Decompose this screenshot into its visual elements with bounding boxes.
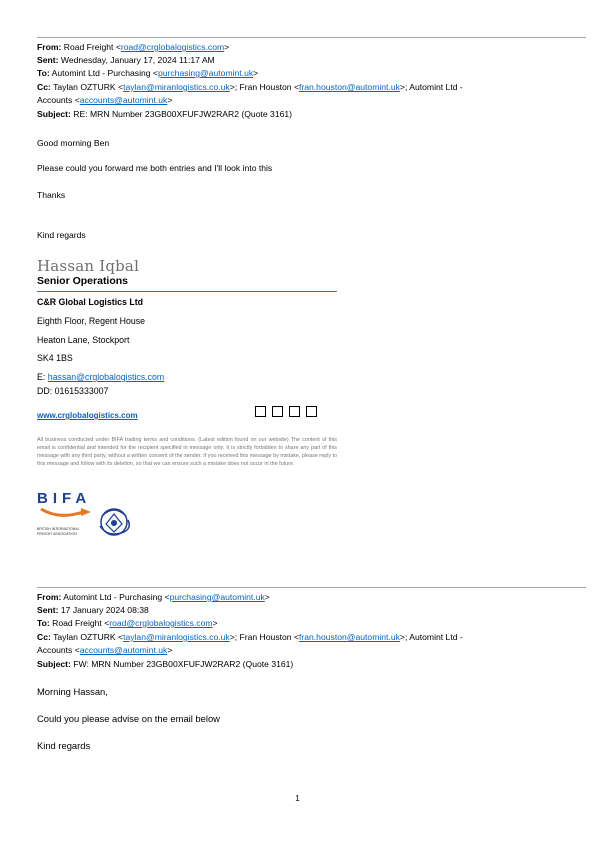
cc-email-link[interactable]: accounts@automint.uk	[79, 95, 168, 105]
email2-subject-line	[37, 659, 293, 670]
email1-subject-line	[37, 109, 292, 120]
sent-label: Sent:	[37, 605, 59, 615]
legal-disclaimer: All business conducted under BIFA trading terms and conditions. (Latest edition found on our website) The content of this email is confidential and intended for the recipient specified in message only. It is strictly forbidden to share any part of this message with any third party, without a written consent of the sender. If you received this message by mistake, please reply to this message and follow with its deletion, so that we can ensure such a mistake does not occur in the future.	[37, 437, 337, 467]
cc-email-link[interactable]: taylan@miranlogistics.co.uk	[123, 632, 230, 642]
signature-address2: Heaton Lane, Stockport	[37, 335, 130, 345]
email2-cc-continuation	[37, 645, 172, 656]
social-icon-placeholder[interactable]	[306, 406, 317, 417]
cc-email-link[interactable]: accounts@automint.uk	[79, 645, 168, 655]
page-number: 1	[295, 794, 300, 803]
email2-from-line	[37, 592, 270, 603]
cc-name: Taylan OZTURK <	[53, 632, 124, 642]
to-email-link[interactable]: road@crglobalogistics.com	[109, 618, 213, 628]
cc-name: >; Automint Ltd -	[399, 632, 463, 642]
email1-to-line	[37, 68, 258, 79]
bifa-swoosh-icon	[39, 506, 97, 520]
sent-value: 17 January 2024 08:38	[60, 605, 149, 615]
cc-label: Cc:	[37, 82, 51, 92]
signature-title: Senior Operations	[37, 275, 129, 287]
cc-email-link[interactable]: taylan@miranlogistics.co.uk	[123, 82, 230, 92]
signature-email-line	[37, 372, 164, 382]
social-icon-placeholder[interactable]	[272, 406, 283, 417]
association-logo-icon	[94, 502, 134, 542]
cc-email-link[interactable]: fran.houston@automint.uk	[298, 82, 400, 92]
bifa-logo	[37, 490, 97, 540]
bifa-subtext-line: FREIGHT ASSOCIATION	[37, 532, 77, 536]
email1-body-line: Please could you forward me both entries and I'll look into this	[37, 163, 273, 173]
email1-from-line	[37, 42, 229, 53]
from-email-link[interactable]: road@crglobalogistics.com	[120, 42, 225, 52]
sent-label: Sent:	[37, 55, 59, 65]
email1-cc-continuation	[37, 95, 172, 106]
email1-sent-line	[37, 55, 215, 66]
bracket: >	[167, 95, 173, 105]
signature-divider	[37, 291, 337, 292]
bifa-subtext	[37, 527, 80, 537]
cc-name: >; Automint Ltd -	[399, 82, 463, 92]
bracket: >	[167, 645, 173, 655]
signature-address1: Eighth Floor, Regent House	[37, 316, 146, 326]
signature-name: Hassan Iqbal	[37, 257, 140, 275]
social-icon-placeholder[interactable]	[289, 406, 300, 417]
signature-dd: DD: 01615333007	[37, 386, 109, 396]
email2-regards: Kind regards	[37, 740, 91, 751]
to-email-link[interactable]: purchasing@automint.uk	[157, 68, 254, 78]
bracket: >	[212, 618, 218, 628]
cc-name: >; Fran Houston <	[229, 82, 299, 92]
to-name: Road Freight <	[52, 618, 110, 628]
email1-greeting: Good morning Ben	[37, 138, 110, 148]
email1-regards: Kind regards	[37, 230, 86, 240]
subject-label: Subject:	[37, 109, 71, 119]
to-name: Automint Ltd - Purchasing <	[51, 68, 158, 78]
email2-body-line: Could you please advise on the email below	[37, 713, 220, 724]
subject-value: FW: MRN Number 23GB00XFUFJW2RAR2 (Quote 3161)	[73, 659, 294, 669]
email2-to-line	[37, 618, 218, 629]
bifa-subtext-line: BRITISH INTERNATIONAL	[37, 527, 80, 531]
from-name: Automint Ltd - Purchasing <	[63, 592, 170, 602]
email-label: E:	[37, 372, 48, 382]
cc-name: >; Fran Houston <	[229, 632, 299, 642]
cc-name: Accounts <	[37, 95, 80, 105]
email1-cc-line	[37, 82, 463, 93]
association-logo	[94, 502, 134, 542]
email2-sent-line	[37, 605, 149, 616]
email1-thanks: Thanks	[37, 190, 66, 200]
subject-value: RE: MRN Number 23GB00XFUFJW2RAR2 (Quote 3161)	[73, 109, 293, 119]
cc-name: Taylan OZTURK <	[53, 82, 124, 92]
bracket: >	[253, 68, 259, 78]
signature-website-link[interactable]: www.crglobalogistics.com	[37, 411, 138, 420]
social-icon-placeholder[interactable]	[255, 406, 266, 417]
from-label: From:	[37, 42, 62, 52]
from-name: Road Freight <	[63, 42, 121, 52]
bracket: >	[264, 592, 270, 602]
email2-cc-line	[37, 632, 463, 643]
subject-label: Subject:	[37, 659, 71, 669]
header-divider	[37, 37, 586, 38]
bracket: >	[224, 42, 230, 52]
from-email-link[interactable]: purchasing@automint.uk	[169, 592, 265, 602]
header-divider	[37, 587, 586, 588]
signature-email-link[interactable]: hassan@crglobalogistics.com	[47, 372, 165, 382]
cc-name: Accounts <	[37, 645, 80, 655]
from-label: From:	[37, 592, 62, 602]
bifa-logo-text: BIFA	[37, 490, 92, 507]
sent-value: Wednesday, January 17, 2024 11:17 AM	[60, 55, 215, 65]
signature-postcode: SK4 1BS	[37, 353, 73, 363]
signature-company: C&R Global Logistics Ltd	[37, 297, 144, 307]
cc-email-link[interactable]: fran.houston@automint.uk	[298, 632, 400, 642]
to-label: To:	[37, 68, 50, 78]
cc-label: Cc:	[37, 632, 51, 642]
social-icons	[255, 406, 317, 417]
email2-greeting: Morning Hassan,	[37, 686, 108, 697]
to-label: To:	[37, 618, 50, 628]
